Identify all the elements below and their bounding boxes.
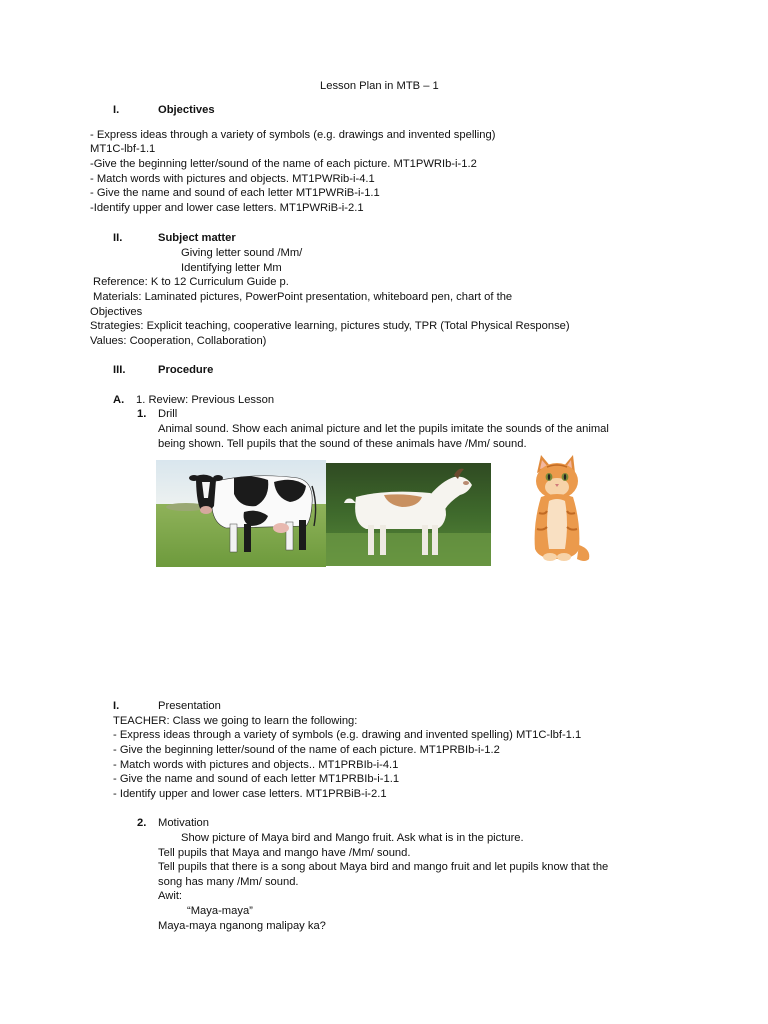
subject-reference: Reference: K to 12 Curriculum Guide p. <box>93 276 289 288</box>
motivation-text: song has many /Mm/ sound. <box>158 876 299 888</box>
subject-topic: Giving letter sound /Mm/ <box>181 247 303 259</box>
subject-strategies: Strategies: Explicit teaching, cooperative learning, pictures study, TPR (Total Physical Response) <box>90 320 570 332</box>
subject-materials: Materials: Laminated pictures, PowerPoint presentation, whiteboard pen, chart of the <box>93 291 513 303</box>
song-title: “Maya-maya” <box>187 905 253 917</box>
goat-image <box>326 463 491 566</box>
drill-heading: Drill <box>158 408 178 420</box>
presentation-teacher: TEACHER: Class we going to learn the following: <box>113 715 358 727</box>
motivation-number: 2. <box>137 817 147 829</box>
procedure-number: III. <box>113 364 126 376</box>
objectives-number: I. <box>113 104 120 116</box>
drill-text: Animal sound. Show each animal picture and let the pupils imitate the sounds of the animal <box>158 423 609 435</box>
cat-image <box>517 453 597 567</box>
cow-image <box>156 460 326 567</box>
presentation-line: - Match words with pictures and objects.. MT1PRBIb-i-4.1 <box>113 759 399 771</box>
subject-values: Values: Cooperation, Collaboration) <box>90 335 267 347</box>
presentation-line: - Give the name and sound of each letter MT1PRBIb-i-1.1 <box>113 773 400 785</box>
subject-heading: Subject matter <box>158 232 236 244</box>
procedure-heading: Procedure <box>158 364 214 376</box>
subject-materials-cont: Objectives <box>90 306 143 318</box>
motivation-text: Tell pupils that Maya and mango have /Mm/ sound. <box>158 847 411 859</box>
procedure-a-label: A. <box>113 394 125 406</box>
objective-line: - Give the name and sound of each letter MT1PWRiB-i-1.1 <box>90 187 380 199</box>
objective-line: - Express ideas through a variety of symbols (e.g. drawings and invented spelling) <box>90 129 496 141</box>
procedure-review: 1. Review: Previous Lesson <box>136 394 275 406</box>
drill-number: 1. <box>137 408 147 420</box>
motivation-text: Show picture of Maya bird and Mango fruit. Ask what is in the picture. <box>181 832 524 844</box>
objective-line: -Identify upper and lower case letters. MT1PWRiB-i-2.1 <box>90 202 364 214</box>
subject-number: II. <box>113 232 123 244</box>
presentation-heading: Presentation <box>158 700 221 712</box>
song-line: Maya-maya nganong malipay ka? <box>158 920 326 932</box>
motivation-heading: Motivation <box>158 817 209 829</box>
presentation-line: - Identify upper and lower case letters. MT1PRBiB-i-2.1 <box>113 788 387 800</box>
document-title: Lesson Plan in MTB – 1 <box>320 80 439 92</box>
drill-text: being shown. Tell pupils that the sound of these animals have /Mm/ sound. <box>158 438 527 450</box>
objective-line: -Give the beginning letter/sound of the name of each picture. MT1PWRIb-i-1.2 <box>90 158 477 170</box>
presentation-line: - Express ideas through a variety of symbols (e.g. drawing and invented spelling) MT1C-lbf-1.1 <box>113 729 582 741</box>
objective-line: MT1C-lbf-1.1 <box>90 143 156 155</box>
subject-topic: Identifying letter Mm <box>181 262 282 274</box>
objectives-heading: Objectives <box>158 104 215 116</box>
motivation-awit: Awit: <box>158 890 183 902</box>
presentation-line: - Give the beginning letter/sound of the name of each picture. MT1PRBIb-i-1.2 <box>113 744 500 756</box>
objective-line: - Match words with pictures and objects. MT1PWRib-i-4.1 <box>90 173 375 185</box>
presentation-number: I. <box>113 700 120 712</box>
motivation-text: Tell pupils that there is a song about Maya bird and mango fruit and let pupils know that the <box>158 861 609 873</box>
